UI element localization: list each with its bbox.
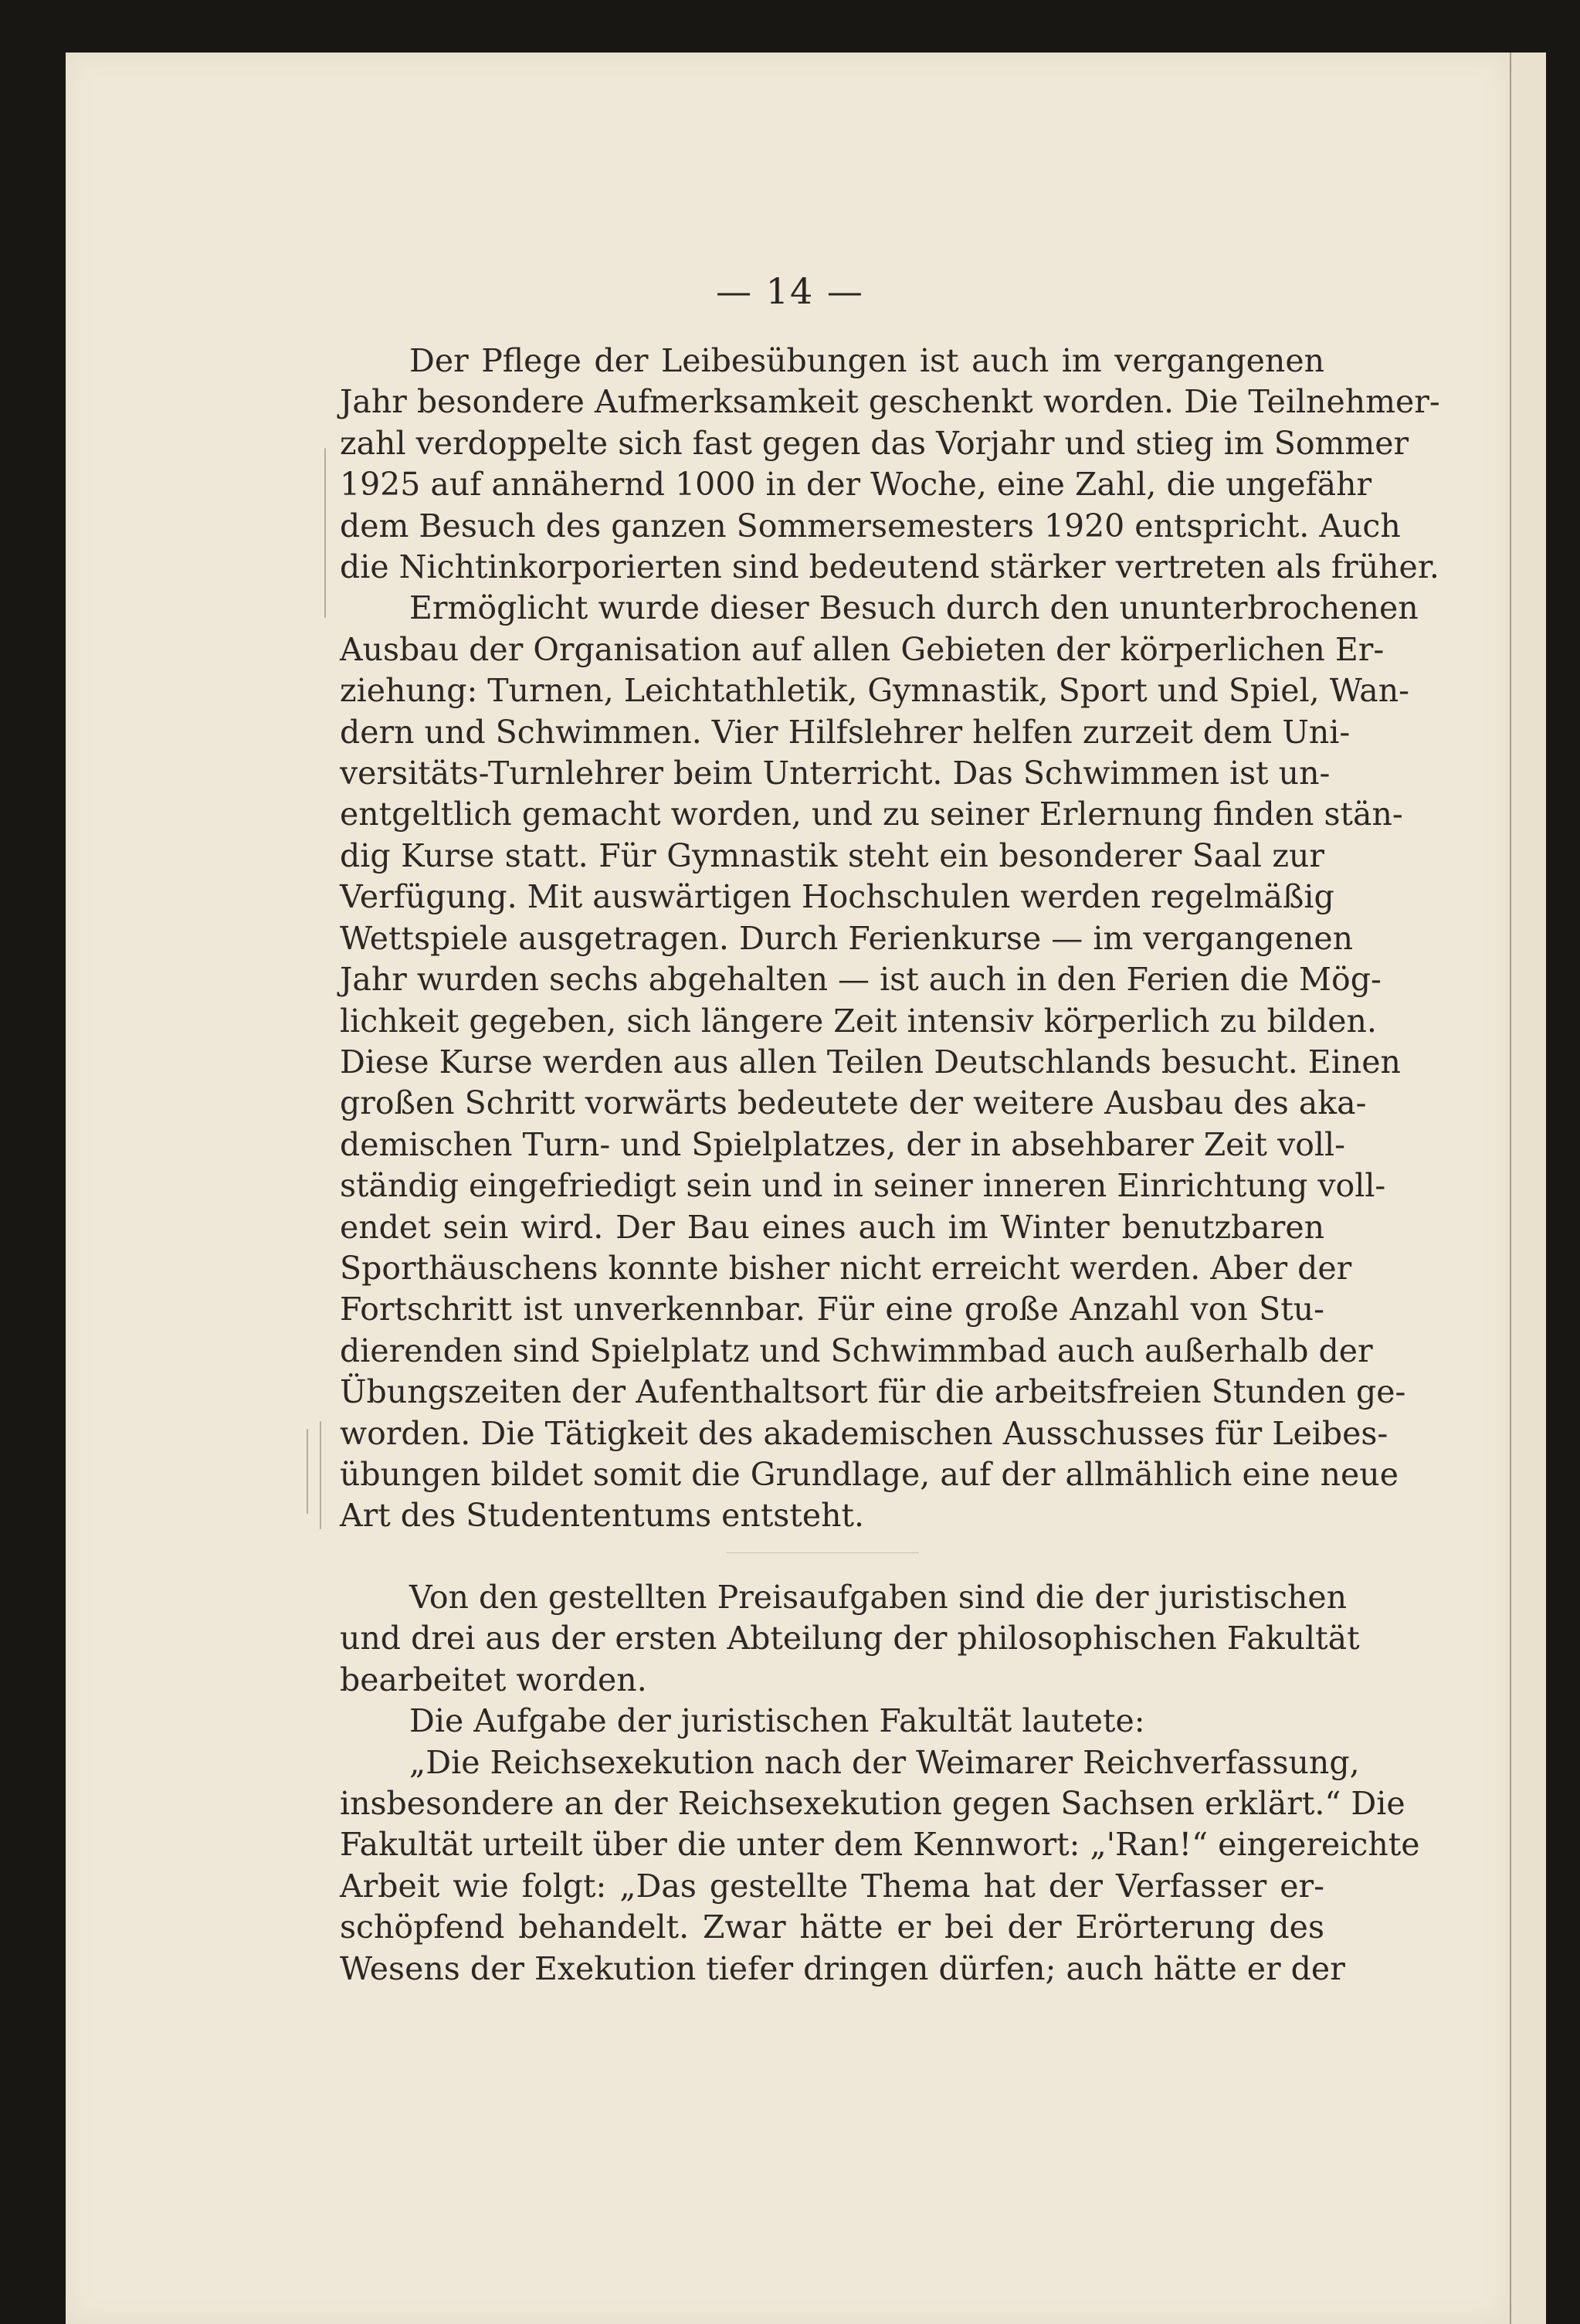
- text-line: dig Kurse statt. Für Gymnastik steht ein besonderer Saal zur: [340, 836, 1324, 874]
- text-line: ständig eingefriedigt sein und in seiner inneren Einrichtung voll-: [340, 1167, 1386, 1205]
- text-line: die Nichtinkorporierten sind bedeutend stärker vertreten als früher.: [340, 548, 1439, 586]
- text-line: versitäts-Turnlehrer beim Unterricht. Das Schwimmen ist un-: [340, 755, 1331, 792]
- pencil-margin-mark: [324, 448, 326, 618]
- text-line: Übungszeiten der Aufenthaltsort für die arbeitsfreien Stunden ge-: [340, 1373, 1406, 1411]
- text-line: Jahr besondere Aufmerksamkeit geschenkt worden. Die Teilnehmer-: [340, 383, 1440, 421]
- text-line: Art des Studententums entsteht.: [340, 1497, 865, 1535]
- text-line: Fortschritt ist unverkennbar. Für eine große Anzahl von Stu-: [340, 1291, 1324, 1328]
- text-line: entgeltlich gemacht worden, und zu seiner Erlernung finden stän-: [340, 796, 1403, 833]
- text-line: dern und Schwimmen. Vier Hilfslehrer helfen zurzeit dem Uni-: [340, 713, 1351, 751]
- text-line: dierenden sind Spielplatz und Schwimmbad auch außerhalb der: [340, 1332, 1373, 1369]
- text-line: übungen bildet somit die Grundlage, auf der allmählich eine neue: [340, 1455, 1399, 1493]
- page-number: — 14 —: [716, 270, 864, 312]
- paragraph-preisaufgaben: [340, 1577, 1420, 1990]
- text-line: Wettspiele ausgetragen. Durch Ferienkurse — im vergangenen: [340, 919, 1354, 957]
- text-line: lichkeit gegeben, sich längere Zeit intensiv körperlich zu bilden.: [340, 1002, 1377, 1040]
- text-line: Ermöglicht wurde dieser Besuch durch den ununterbrochenen: [409, 589, 1419, 627]
- text-line: worden. Die Tätigkeit des akademischen Ausschusses für Leibes-: [340, 1414, 1388, 1452]
- pencil-margin-mark: [320, 1421, 321, 1529]
- text-line: demischen Turn- und Spielplatzes, der in absehbarer Zeit voll-: [340, 1125, 1345, 1163]
- text-line: endet sein wird. Der Bau eines auch im Winter benutzbaren: [340, 1208, 1324, 1246]
- text-line: bearbeitet worden.: [340, 1661, 647, 1698]
- text-line: insbesondere an der Reichsexekution gegen Sachsen erklärt.“ Die: [340, 1785, 1405, 1823]
- text-line: und drei aus der ersten Abteilung der philosophischen Fakultät: [340, 1620, 1360, 1657]
- text-line: ziehung: Turnen, Leichtathletik, Gymnastik, Sport und Spiel, Wan-: [340, 672, 1409, 710]
- text-line: Sporthäuschens konnte bisher nicht erreicht werden. Aber der: [340, 1249, 1352, 1287]
- text-line: Arbeit wie folgt: „Das gestellte Thema hat der Verfasser er-: [340, 1867, 1324, 1905]
- text-line: schöpfend behandelt. Zwar hätte er bei der Erörterung des: [340, 1908, 1324, 1946]
- text-line: Jahr wurden sechs abgehalten — ist auch in den Ferien die Mög-: [340, 961, 1382, 999]
- paragraph-leibesuebungen: [340, 341, 1440, 1537]
- next-page-edge: [1510, 53, 1546, 2324]
- text-line: Ausbau der Organisation auf allen Gebieten der körperlichen Er-: [340, 630, 1385, 668]
- text-line: Fakultät urteilt über die unter dem Kennwort: „'Ran!“ eingereichte: [340, 1826, 1420, 1864]
- text-line: 1925 auf annähernd 1000 in der Woche, eine Zahl, die ungefähr: [340, 466, 1372, 504]
- text-line: „Die Reichsexekution nach der Weimarer Reichverfassung,: [409, 1743, 1360, 1781]
- text-line: Die Aufgabe der juristischen Fakultät lautete:: [409, 1702, 1145, 1740]
- pencil-margin-mark: [307, 1429, 308, 1514]
- text-line: zahl verdoppelte sich fast gegen das Vorjahr und stieg im Sommer: [340, 424, 1409, 462]
- text-line: Von den gestellten Preisaufgaben sind die der juristischen: [409, 1579, 1348, 1616]
- section-separator: [726, 1552, 919, 1553]
- text-line: Verfügung. Mit auswärtigen Hochschulen werden regelmäßig: [340, 878, 1334, 916]
- text-line: Wesens der Exekution tiefer dringen dürfen; auch hätte er der: [340, 1949, 1345, 1987]
- text-line: großen Schritt vorwärts bedeutete der weitere Ausbau des aka-: [340, 1084, 1367, 1122]
- text-line: Der Pflege der Leibesübungen ist auch im vergangenen: [409, 342, 1324, 379]
- text-line: dem Besuch des ganzen Sommersemesters 1920 entspricht. Auch: [340, 507, 1401, 545]
- text-line: Diese Kurse werden aus allen Teilen Deutschlands besucht. Einen: [340, 1043, 1401, 1081]
